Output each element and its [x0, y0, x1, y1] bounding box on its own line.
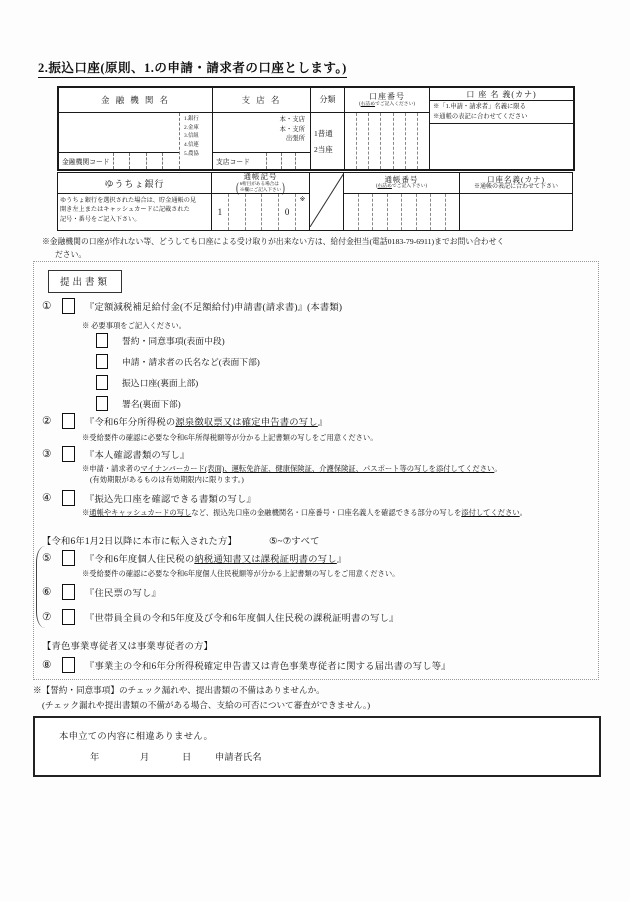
branch-code-row	[213, 152, 310, 169]
checkbox-pledge[interactable]	[96, 333, 108, 348]
checkbox-item-3[interactable]	[62, 446, 75, 462]
item-title: 『事業主の令和6年分所得税確定申告書又は青色事業専従者に関する届出書の写し等』	[85, 662, 451, 672]
checkbox-item-1[interactable]	[62, 298, 75, 314]
branch-type-options[interactable]	[213, 113, 310, 152]
institution-type-options[interactable]	[179, 113, 212, 169]
yucho-bank-table	[57, 172, 573, 231]
item-title: 『本人確認書類の写し』	[85, 451, 190, 461]
document-item-2	[42, 413, 327, 429]
institution-type-option[interactable]: 5.農協	[184, 150, 199, 157]
passbook-symbol-column	[212, 173, 310, 230]
branch-header: 支 店 名	[213, 88, 310, 113]
item-number: ⑥	[42, 587, 52, 598]
checkbox-item-7[interactable]	[62, 609, 75, 625]
item-4-note: ※通帳やキャッシュカードの写しなど、振込先口座の金融機関名・口座番号・口座名義人を確認できる部分の写しを添付してください。	[82, 508, 527, 517]
holder-name-field[interactable]	[430, 124, 573, 169]
account-number-cell[interactable]	[345, 113, 356, 169]
symbol-cell[interactable]	[228, 194, 245, 230]
account-number-cell[interactable]	[380, 113, 392, 169]
institution-code-cell[interactable]	[129, 153, 146, 169]
category-header: 分類	[311, 88, 344, 113]
institution-type-option[interactable]: 3.信組	[184, 133, 199, 140]
passbook-symbol-cells	[212, 194, 309, 230]
checkbox-item-8[interactable]	[62, 657, 75, 673]
item-title: 『振込先口座を確認できる書類の写し』	[85, 495, 256, 505]
institution-code-cell[interactable]	[113, 153, 130, 169]
item-number: ②	[42, 416, 52, 427]
institution-name-field[interactable]	[59, 113, 179, 152]
branch-code-label: 支店コード	[216, 159, 250, 166]
symbol-cell[interactable]	[261, 194, 278, 230]
category-options[interactable]	[311, 113, 344, 169]
declaration-box	[33, 716, 601, 777]
institution-code-row	[59, 152, 179, 169]
symbol-extra-cell[interactable]: ※	[295, 194, 309, 230]
section-title: 2.振込口座(原則、1.の申請・請求者の口座とします。)	[38, 58, 347, 78]
document-item-3	[42, 446, 189, 462]
passbook-number-cell[interactable]	[344, 194, 358, 230]
passbook-number-cell[interactable]	[358, 194, 373, 230]
yucho-holder-header: 口座名義(カナ) ※通帳の表記に合わせて下さい	[460, 173, 572, 194]
passbook-number-cell[interactable]	[430, 194, 445, 230]
checkbox-transfer-account[interactable]	[96, 375, 108, 390]
account-number-cell[interactable]	[393, 113, 405, 169]
item-3-note-2: (有効期限があるものは有効期限内に限ります。)	[90, 475, 244, 484]
transfer-in-heading: 【令和6年1月2日以降に本市に転入された方】 ⑤~⑦すべて	[42, 537, 320, 547]
category-option[interactable]: 1普通	[314, 128, 333, 138]
item-title: 『令和6年度個人住民税の納税通知書又は課税証明書の写し』	[85, 555, 347, 565]
document-item-7	[42, 609, 399, 625]
required-documents-section	[33, 261, 599, 680]
checkbox-item-6[interactable]	[62, 584, 75, 600]
yucho-bank-name: ゆうちょ銀行	[58, 173, 211, 194]
item-title: 『令和6年分所得税の源泉徴収票又は確定申告書の写し』	[85, 418, 328, 428]
item-number: ⑤	[42, 553, 52, 564]
passbook-number-column	[344, 173, 460, 230]
institution-code-label: 金融機関コード	[62, 159, 110, 166]
sub-item-row: 申請・請求者の氏名など(表面下部)	[96, 354, 260, 369]
passbook-number-note: (右詰めでご記入下さい)	[375, 184, 428, 190]
institution-type-option[interactable]: 2.金庫	[184, 124, 199, 131]
document-item-6	[42, 584, 161, 600]
institution-column	[59, 88, 213, 169]
account-number-column	[345, 88, 430, 169]
checkbox-item-5[interactable]	[62, 550, 75, 566]
bank-account-table	[57, 86, 575, 171]
item-number: ③	[42, 449, 52, 460]
document-item-4	[42, 490, 256, 506]
institution-code-cell[interactable]	[146, 153, 163, 169]
passbook-number-cell[interactable]	[387, 194, 402, 230]
category-column	[311, 88, 345, 169]
passbook-symbol-note: ( 6桁目がある場合は ※欄にご記入下さい )	[236, 179, 285, 195]
item-1-note: ※ 必要事項をご記入ください。	[82, 321, 186, 330]
passbook-number-cell[interactable]	[416, 194, 431, 230]
institution-code-cell[interactable]	[162, 153, 179, 169]
passbook-number-header: 通帳番号 (右詰めでご記入下さい)	[344, 173, 459, 194]
checkbox-applicant-name[interactable]	[96, 354, 108, 369]
item-title: 『住民票の写し』	[85, 589, 161, 599]
contact-note: ※金融機関の口座が作れない等、どうしても口座による受け取りが出来ない方は、給付金担当(電話0183-79-6911)までお問い合わせく ださい。	[42, 237, 505, 259]
item-3-note: ※申請・請求者のマイナンバーカード(表面)、運転免許証、健康保険証、介護保険証、パスポート等の写しを添付してください。	[82, 464, 502, 473]
document-item-5	[42, 550, 346, 566]
passbook-number-cell[interactable]	[372, 194, 387, 230]
holder-name-header: 口 座 名 義(カナ)	[430, 88, 573, 101]
category-option[interactable]: 2当座	[314, 144, 333, 154]
symbol-cell[interactable]	[245, 194, 262, 230]
passbook-number-cells	[344, 194, 459, 230]
document-item-1	[42, 298, 342, 314]
document-item-8	[42, 657, 451, 673]
holder-name-column	[430, 88, 573, 169]
year-label: 年	[90, 753, 100, 763]
item-number: ⑦	[42, 612, 52, 623]
holder-name-notes: ※「1.申請・請求者」名義に限る ※通帳の表記に合わせてください	[430, 101, 573, 124]
yucho-description: ゆうちょ銀行を選択された場合は、貯金通帳の見 開き左上またはキャッシュカードに記載された 記号・番号をご記入下さい。	[60, 197, 197, 223]
checkbox-item-2[interactable]	[62, 413, 75, 429]
declaration-statement: 本申立ての内容に相違ありません。	[59, 732, 214, 742]
account-number-note: (右詰めでご記入ください)	[359, 101, 415, 107]
documents-box-label: 提出書類	[48, 270, 122, 293]
check-warning-line1: ※【誓約・同意事項】のチェック漏れや、提出書類の不備はありませんか。	[33, 685, 325, 695]
blue-return-heading: 【青色事業専従者又は事業専従者の方】	[42, 642, 213, 652]
branch-code-cell[interactable]	[281, 153, 296, 169]
symbol-cell-prefilled: 1	[217, 207, 223, 217]
institution-header: 金 融 機 関 名	[59, 88, 212, 113]
branch-type-option[interactable]: 本・支店	[279, 116, 305, 123]
branch-code-cell[interactable]	[266, 153, 281, 169]
sub-item-row: 誓約・同意事項(表面中段)	[96, 333, 225, 348]
account-number-cell[interactable]	[356, 113, 368, 169]
account-number-cell[interactable]	[405, 113, 417, 169]
account-number-cell[interactable]	[417, 113, 429, 169]
day-label: 日	[182, 753, 192, 763]
passbook-symbol-header: 通帳記号 ( 6桁目がある場合は ※欄にご記入下さい )	[212, 173, 309, 194]
applicant-name-label: 申請者氏名	[215, 753, 262, 763]
branch-column	[213, 88, 311, 169]
item-5-note: ※受給要件の確認に必要な令和6年度個人住民税額等が分かる上記書類の写しをご用意ください。	[82, 569, 400, 578]
branch-type-option[interactable]: 本・支所	[279, 125, 305, 133]
item-title: 『世帯員全員の令和5年度及び令和6年度個人住民税の課税証明書の写し』	[85, 614, 399, 624]
transfer-scope: ⑤~⑦すべて	[269, 537, 320, 547]
account-number-cells	[345, 113, 429, 169]
check-warning-line2: (チェック漏れや提出書類の不備がある場合、支給の可否について審査ができません。)	[42, 700, 371, 710]
yucho-column	[58, 173, 212, 230]
item-number: ⑧	[42, 660, 52, 671]
month-label: 月	[140, 753, 150, 763]
item-number: ④	[42, 493, 52, 504]
institution-type-option[interactable]: 4.信連	[184, 141, 199, 148]
item-number: ①	[42, 301, 52, 312]
yucho-holder-column	[460, 173, 572, 230]
sub-item-row: 振込口座(裏面上部)	[96, 375, 198, 390]
sub-item-row: 署名(裏面下部)	[96, 396, 181, 411]
account-number-header: 口座番号 (右詰めでご記入ください)	[345, 88, 429, 113]
item-2-note: ※受給要件の確認に必要な令和6年所得税額等が分かる上記書類の写しをご用意ください。	[82, 433, 378, 442]
institution-type-option[interactable]: 1.銀行	[184, 116, 199, 122]
applicant-name-field[interactable]	[275, 749, 589, 763]
item-title: 『定額減税補足給付金(不足額給付)申請書(請求書)』(本書類)	[85, 303, 343, 313]
branch-code-cell[interactable]	[295, 153, 310, 169]
yucho-holder-field[interactable]	[460, 194, 572, 230]
passbook-number-cell[interactable]	[445, 194, 460, 230]
passbook-number-cell[interactable]	[401, 194, 416, 230]
checkbox-signature[interactable]	[96, 396, 108, 411]
symbol-cell-prefilled: 0	[278, 194, 295, 230]
account-number-cell[interactable]	[368, 113, 380, 169]
checkbox-item-4[interactable]	[62, 490, 75, 506]
branch-type-option[interactable]: 出張所	[285, 135, 305, 143]
diagonal-slash-cell	[310, 173, 344, 230]
diagonal-slash	[310, 173, 344, 227]
